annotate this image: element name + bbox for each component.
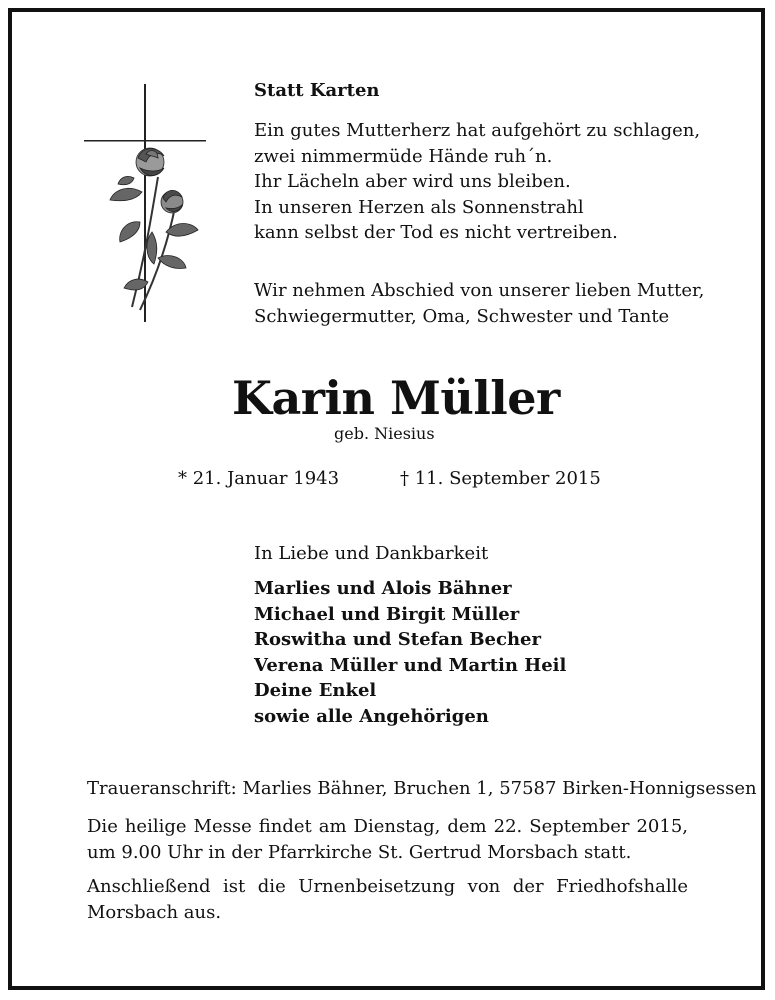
poem-line: Ihr Lächeln aber wird uns bleiben.	[254, 171, 571, 192]
deceased-name: Karin Müller	[232, 371, 560, 425]
maiden-name: geb. Niesius	[334, 424, 435, 443]
mourners-list	[254, 576, 566, 729]
mass-info: Die heilige Messe findet am Dienstag, dem 22. September 2015, um 9.00 Uhr in der Pfarrkirche St. Gertrud Morsbach statt.	[87, 816, 688, 863]
farewell-line: Schwiegermutter, Oma, Schwester und Tante	[254, 305, 670, 327]
heading: Statt Karten	[254, 80, 380, 101]
mourning-address: Traueranschrift: Marlies Bähner, Bruchen 1, 57587 Birken-Honnigsessen	[87, 778, 757, 799]
closing-line: In Liebe und Dankbarkeit	[254, 543, 489, 564]
mourner: Roswitha und Stefan Becher	[254, 629, 541, 650]
mourner: Marlies und Alois Bähner	[254, 578, 512, 599]
cross-rose-illustration	[80, 82, 215, 327]
birth-date: * 21. Januar 1943	[178, 468, 340, 489]
mourner: Verena Müller und Martin Heil	[254, 654, 567, 676]
death-date: † 11. September 2015	[400, 468, 601, 489]
farewell	[254, 278, 704, 329]
poem-line: In unseren Herzen als Sonnenstrahl	[254, 196, 584, 218]
rose-icon	[110, 148, 198, 310]
mourner: Michael und Birgit Müller	[254, 603, 520, 625]
poem-line: zwei nimmermüde Hände ruh´n.	[254, 145, 553, 167]
mourner: Deine Enkel	[254, 680, 377, 701]
farewell-line: Wir nehmen Abschied von unserer lieben Mutter,	[254, 280, 705, 301]
poem	[254, 118, 700, 246]
mourner: sowie alle Angehörigen	[254, 705, 489, 727]
urn-info: Anschließend ist die Urnenbeisetzung von der Friedhofshalle Morsbach aus.	[87, 876, 688, 923]
poem-line: kann selbst der Tod es nicht vertreiben.	[254, 222, 618, 243]
poem-line: Ein gutes Mutterherz hat aufgehört zu schlagen,	[254, 120, 701, 141]
